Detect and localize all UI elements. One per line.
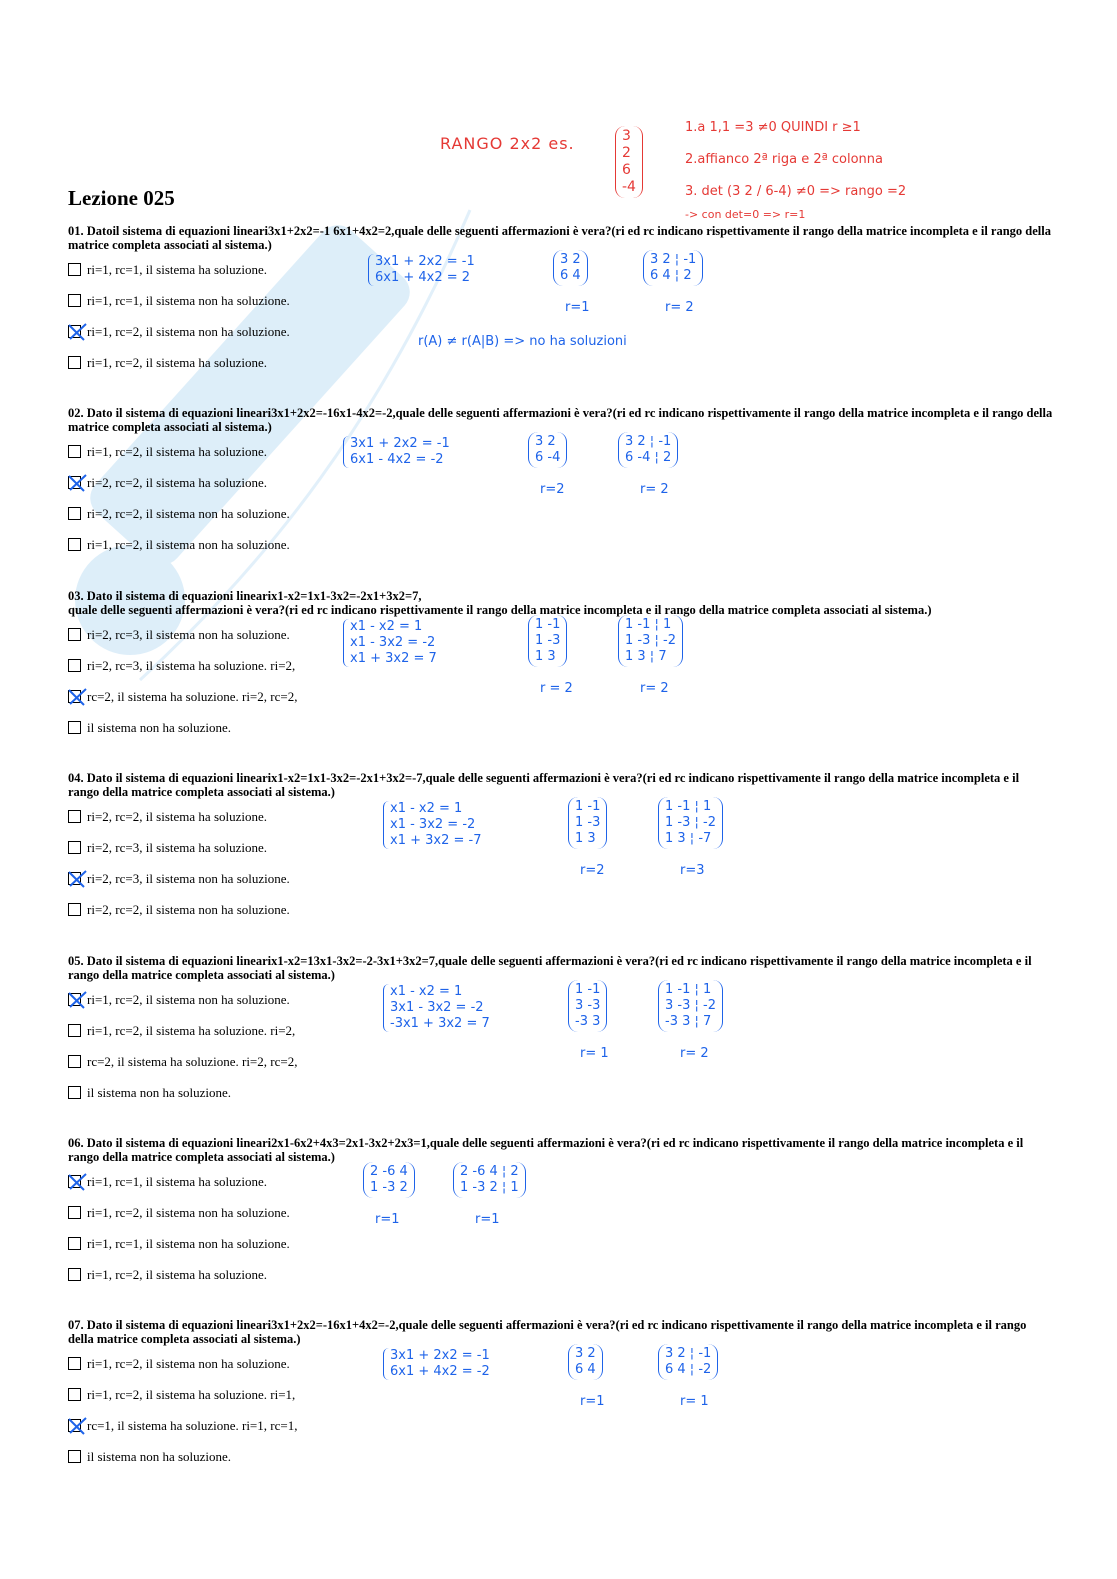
answer-option[interactable] — [68, 1449, 1053, 1480]
answer-checkbox[interactable] — [68, 1450, 81, 1463]
check-mark-icon — [67, 869, 89, 889]
handwritten-rank-incomplete: r=1 — [375, 1212, 400, 1227]
answer-label: ri=1, rc=2, il sistema ha soluzione. — [87, 444, 268, 459]
handwritten-rank-complete: r= 2 — [640, 482, 669, 497]
handwritten-matrix-row: 1 -3 ¦ -2 — [665, 815, 716, 830]
question-text: 06. Dato il sistema di equazioni lineari2x1-6x2+4x3=2x1-3x2+2x3=1,quale delle seguenti affermazioni è vera?(ri ed rc indicano rispettivamente il rango della matrice incompleta e il rango della matrice completa associati al sistema.) — [68, 1136, 1024, 1164]
answer-checkbox[interactable] — [68, 1206, 81, 1219]
handwritten-equation: 3x1 + 2x2 = -1 — [390, 1348, 490, 1363]
answer-label: ri=1, rc=1, il sistema non ha soluzione. — [87, 1236, 290, 1251]
answer-option[interactable] — [68, 1356, 1053, 1387]
answer-options — [68, 992, 1053, 1116]
note-step-3: 3. det (3 2 / 6-4) ≠0 => rango =2 — [685, 184, 907, 199]
handwritten-matrix-row: 1 -3 — [535, 633, 561, 648]
handwritten-matrix-row: 1 -1 ¦ 1 — [665, 982, 712, 997]
handwritten-rank-complete: r=3 — [680, 863, 705, 878]
question-1 — [68, 224, 1053, 386]
handwritten-conclusion: r(A) ≠ r(A|B) => no ha soluzioni — [418, 334, 627, 349]
note-step-1: 1.a 1,1 =3 ≠0 QUINDI r ≥1 — [685, 120, 861, 135]
handwritten-rank-incomplete: r=1 — [565, 300, 590, 315]
answer-option[interactable] — [68, 293, 1053, 324]
answer-label: ri=1, rc=2, il sistema ha soluzione. — [87, 1267, 268, 1282]
answer-option[interactable] — [68, 840, 1053, 871]
handwritten-equation: x1 + 3x2 = 7 — [350, 651, 437, 666]
handwritten-matrix-complete — [618, 615, 683, 667]
answer-label: ri=1, rc=2, il sistema non ha soluzione. — [87, 1356, 290, 1371]
answer-label: ri=1, rc=1, il sistema ha soluzione. — [87, 262, 268, 277]
answer-option[interactable] — [68, 992, 1053, 1023]
answer-checkbox[interactable] — [68, 325, 81, 338]
handwritten-matrix-row: 6 4 — [575, 1362, 596, 1377]
question-4 — [68, 771, 1053, 933]
answer-option[interactable] — [68, 1085, 1053, 1116]
answer-checkbox[interactable] — [68, 841, 81, 854]
answer-checkbox[interactable] — [68, 263, 81, 276]
answer-checkbox[interactable] — [68, 1388, 81, 1401]
handwritten-matrix-row: 1 -1 — [575, 982, 601, 997]
note-matrix-row: 3 2 — [622, 128, 631, 161]
handwritten-matrix-row: 3 2 — [535, 434, 556, 449]
handwritten-matrix-row: 6 -4 ¦ 2 — [625, 450, 672, 465]
answer-option[interactable] — [68, 1267, 1053, 1298]
handwritten-matrix-row: 1 -1 — [535, 617, 561, 632]
answer-label: ri=1, rc=1, il sistema ha soluzione. — [87, 1174, 268, 1189]
answer-checkbox[interactable] — [68, 1086, 81, 1099]
answer-options — [68, 809, 1053, 933]
handwritten-system — [383, 1348, 490, 1380]
answer-options — [68, 1356, 1053, 1480]
handwritten-rank-complete: r=1 — [475, 1212, 500, 1227]
handwritten-matrix-incomplete — [528, 432, 567, 468]
check-mark-icon — [67, 473, 89, 493]
handwritten-equation: x1 - x2 = 1 — [390, 801, 463, 816]
answer-label: ri=1, rc=2, il sistema ha soluzione. ri=2, — [87, 1023, 296, 1038]
handwritten-matrix-complete — [453, 1162, 526, 1198]
handwritten-matrix-row: 3 -3 — [575, 998, 601, 1013]
answer-label: ri=1, rc=2, il sistema non ha soluzione. — [87, 324, 290, 339]
answer-option[interactable] — [68, 355, 1053, 386]
answer-checkbox[interactable] — [68, 445, 81, 458]
handwritten-matrix-row: 3 2 ¦ -1 — [665, 1346, 712, 1361]
handwritten-matrix-complete — [658, 1344, 718, 1380]
handwritten-matrix-row: 1 -3 — [575, 815, 601, 830]
handwritten-matrix-incomplete — [553, 250, 588, 286]
answer-checkbox[interactable] — [68, 810, 81, 823]
handwritten-matrix-row: 1 -1 — [575, 799, 601, 814]
question-7 — [68, 1318, 1053, 1480]
question-3 — [68, 589, 1053, 751]
handwritten-matrix-row: 1 -3 2 ¦ 1 — [460, 1180, 519, 1195]
handwritten-matrix-complete — [643, 250, 703, 286]
answer-label: rc=1, il sistema ha soluzione. ri=1, rc=1, — [87, 1418, 298, 1433]
handwritten-rank-incomplete: r=2 — [580, 863, 605, 878]
answer-option[interactable] — [68, 1236, 1053, 1267]
handwritten-equation: x1 - 3x2 = -2 — [390, 817, 476, 832]
answer-label: ri=1, rc=1, il sistema non ha soluzione. — [87, 293, 290, 308]
check-mark-icon — [67, 990, 89, 1010]
handwritten-matrix-row: 1 3 ¦ 7 — [625, 649, 667, 664]
handwritten-system — [368, 254, 475, 286]
answer-checkbox[interactable] — [68, 1357, 81, 1370]
handwritten-matrix-row: 3 2 — [560, 252, 581, 267]
note-step-2: 2.affianco 2ª riga e 2ª colonna — [685, 152, 883, 167]
handwritten-equation: x1 - x2 = 1 — [350, 619, 423, 634]
question-text: 03. Dato il sistema di equazioni linearix1-x2=1x1-3x2=-2x1+3x2=7, quale delle seguenti affermazioni è vera?(ri ed rc indicano rispettivamente il rango della matrice incompleta e il rango della matrice completa associati al sistema.) — [68, 589, 932, 617]
answer-checkbox[interactable] — [68, 993, 81, 1006]
handwritten-matrix-row: 2 -6 4 — [370, 1164, 408, 1179]
answer-options — [68, 1174, 1053, 1298]
check-mark-icon — [67, 687, 89, 707]
handwritten-matrix-complete — [658, 797, 723, 849]
handwritten-equation: 3x1 - 3x2 = -2 — [390, 1000, 484, 1015]
handwritten-matrix-row: 2 -6 4 ¦ 2 — [460, 1164, 519, 1179]
answer-checkbox[interactable] — [68, 872, 81, 885]
handwritten-matrix-incomplete — [568, 980, 607, 1032]
handwritten-matrix-incomplete — [568, 797, 607, 849]
answer-label: ri=2, rc=2, il sistema non ha soluzione. — [87, 902, 290, 917]
answer-checkbox[interactable] — [68, 721, 81, 734]
answer-label: rc=2, il sistema ha soluzione. ri=2, rc=2, — [87, 1054, 298, 1069]
handwritten-matrix-incomplete — [363, 1162, 415, 1198]
answer-option[interactable] — [68, 506, 1053, 537]
handwritten-matrix-row: 3 2 ¦ -1 — [650, 252, 697, 267]
handwritten-equation: -3x1 + 3x2 = 7 — [390, 1016, 490, 1031]
handwritten-matrix-complete — [658, 980, 723, 1032]
handwritten-rank-complete: r= 2 — [640, 681, 669, 696]
answer-option[interactable] — [68, 809, 1053, 840]
question-2 — [68, 406, 1053, 568]
question-text: 05. Dato il sistema di equazioni linearix1-x2=13x1-3x2=-2-3x1+3x2=7,quale delle seguenti affermazioni è vera?(ri ed rc indicano rispettivamente il rango della matrice incompleta e il rango della matrice completa associati al sistema.) — [68, 954, 1032, 982]
handwritten-matrix-row: 6 4 — [560, 268, 581, 283]
answer-label: rc=2, il sistema ha soluzione. ri=2, rc=2, — [87, 689, 298, 704]
answer-checkbox[interactable] — [68, 903, 81, 916]
answer-label: ri=2, rc=3, il sistema ha soluzione. — [87, 840, 268, 855]
lesson-title: Lezione 025 — [68, 186, 175, 210]
handwritten-rank-incomplete: r=2 — [540, 482, 565, 497]
answer-label: il sistema non ha soluzione. — [87, 720, 232, 735]
note-example-matrix — [615, 126, 643, 198]
handwritten-matrix-row: -3 3 ¦ 7 — [665, 1014, 712, 1029]
answer-checkbox[interactable] — [68, 356, 81, 369]
handwritten-equation: 3x1 + 2x2 = -1 — [350, 436, 450, 451]
answer-checkbox[interactable] — [68, 538, 81, 551]
check-mark-icon — [67, 322, 89, 342]
answer-checkbox[interactable] — [68, 1268, 81, 1281]
handwritten-system — [383, 984, 490, 1032]
handwritten-rank-incomplete: r = 2 — [540, 681, 573, 696]
handwritten-matrix-row: 1 3 — [575, 831, 596, 846]
answer-option[interactable] — [68, 1023, 1053, 1054]
handwritten-matrix-row: 1 3 ¦ -7 — [665, 831, 712, 846]
handwritten-rank-complete: r= 2 — [665, 300, 694, 315]
answer-label: ri=2, rc=2, il sistema non ha soluzione. — [87, 506, 290, 521]
handwritten-matrix-row: -3 3 — [575, 1014, 601, 1029]
answer-option[interactable] — [68, 1387, 1053, 1418]
question-6 — [68, 1136, 1053, 1298]
handwritten-matrix-row: 1 -1 ¦ 1 — [625, 617, 672, 632]
handwritten-matrix-row: 1 3 — [535, 649, 556, 664]
answer-checkbox[interactable] — [68, 1024, 81, 1037]
answer-checkbox[interactable] — [68, 1055, 81, 1068]
handwritten-equation: x1 - x2 = 1 — [390, 984, 463, 999]
handwritten-rank-complete: r= 2 — [680, 1046, 709, 1061]
handwritten-matrix-row: 1 -3 2 — [370, 1180, 408, 1195]
answer-option[interactable] — [68, 1174, 1053, 1205]
note-rango-label: RANGO 2x2 es. — [440, 134, 575, 153]
answer-checkbox[interactable] — [68, 1237, 81, 1250]
handwritten-equation: 6x1 + 4x2 = -2 — [390, 1364, 490, 1379]
answer-label: ri=2, rc=2, il sistema ha soluzione. — [87, 475, 268, 490]
handwritten-matrix-row: 6 4 ¦ 2 — [650, 268, 692, 283]
answer-checkbox[interactable] — [68, 294, 81, 307]
check-mark-icon — [67, 1416, 89, 1436]
handwritten-matrix-row: 3 2 — [575, 1346, 596, 1361]
question-text: 01. Datoil sistema di equazioni lineari3x1+2x2=-1 6x1+4x2=2,quale delle seguenti affermazioni è vera?(ri ed rc indicano rispettivamente il rango della matrice incompleta e il rango della matrice completa associati al sistema.) — [68, 224, 1052, 252]
answer-label: ri=1, rc=2, il sistema non ha soluzione. — [87, 537, 290, 552]
handwritten-matrix-incomplete — [528, 615, 567, 667]
handwritten-equation: x1 + 3x2 = -7 — [390, 833, 482, 848]
answer-option[interactable] — [68, 1205, 1053, 1236]
answer-option[interactable] — [68, 1418, 1053, 1449]
handwritten-matrix-incomplete — [568, 1344, 603, 1380]
answer-label: il sistema non ha soluzione. — [87, 1449, 232, 1464]
answer-checkbox[interactable] — [68, 659, 81, 672]
handwritten-rank-incomplete: r= 1 — [580, 1046, 609, 1061]
answer-checkbox[interactable] — [68, 1419, 81, 1432]
answer-option[interactable] — [68, 871, 1053, 902]
answer-option[interactable] — [68, 537, 1053, 568]
handwritten-system — [343, 436, 450, 468]
question-text: 04. Dato il sistema di equazioni linearix1-x2=1x1-3x2=-2x1+3x2=-7,quale delle seguenti affermazioni è vera?(ri ed rc indicano rispettivamente il rango della matrice incompleta e il rango della matrice completa associati al sistema.) — [68, 771, 1020, 799]
answer-label: ri=1, rc=2, il sistema non ha soluzione. — [87, 1205, 290, 1220]
handwritten-matrix-complete — [618, 432, 678, 468]
answer-label: ri=2, rc=2, il sistema ha soluzione. — [87, 809, 268, 824]
handwritten-matrix-row: 3 2 ¦ -1 — [625, 434, 672, 449]
handwritten-matrix-row: 6 -4 — [535, 450, 561, 465]
answer-checkbox[interactable] — [68, 690, 81, 703]
answer-label: il sistema non ha soluzione. — [87, 1085, 232, 1100]
handwritten-equation: 6x1 - 4x2 = -2 — [350, 452, 444, 467]
handwritten-system — [343, 619, 437, 667]
answer-option[interactable] — [68, 720, 1053, 751]
handwritten-matrix-row: 1 -1 ¦ 1 — [665, 799, 712, 814]
handwritten-equation: x1 - 3x2 = -2 — [350, 635, 436, 650]
answer-checkbox[interactable] — [68, 628, 81, 641]
answer-checkbox[interactable] — [68, 507, 81, 520]
note-matrix-row: 6 -4 — [622, 162, 636, 195]
answer-label: ri=1, rc=2, il sistema ha soluzione. — [87, 355, 268, 370]
handwritten-rank-incomplete: r=1 — [580, 1394, 605, 1409]
handwritten-matrix-row: 3 -3 ¦ -2 — [665, 998, 716, 1013]
check-mark-icon — [67, 1172, 89, 1192]
answer-checkbox[interactable] — [68, 1175, 81, 1188]
note-step-4: -> con det=0 => r=1 — [685, 208, 806, 221]
answer-label: ri=2, rc=3, il sistema non ha soluzione. — [87, 627, 290, 642]
handwritten-equation: 6x1 + 4x2 = 2 — [375, 270, 471, 285]
answer-label: ri=1, rc=2, il sistema non ha soluzione. — [87, 992, 290, 1007]
answer-label: ri=2, rc=3, il sistema ha soluzione. ri=2, — [87, 658, 296, 673]
handwritten-equation: 3x1 + 2x2 = -1 — [375, 254, 475, 269]
question-text: 02. Dato il sistema di equazioni lineari3x1+2x2=-16x1-4x2=-2,quale delle seguenti affermazioni è vera?(ri ed rc indicano rispettivamente il rango della matrice incompleta e il rango della matrice completa associati al sistema.) — [68, 406, 1053, 434]
answer-option[interactable] — [68, 902, 1053, 933]
question-text: 07. Dato il sistema di equazioni lineari3x1+2x2=-16x1+4x2=-2,quale delle seguenti affermazioni è vera?(ri ed rc indicano rispettivamente il rango della matrice incompleta e il rango della matrice completa associati al sistema.) — [68, 1318, 1027, 1346]
question-5 — [68, 954, 1053, 1116]
handwritten-system — [383, 801, 481, 849]
answer-option[interactable] — [68, 1054, 1053, 1085]
answer-checkbox[interactable] — [68, 476, 81, 489]
answer-label: ri=1, rc=2, il sistema ha soluzione. ri=1, — [87, 1387, 296, 1402]
handwritten-matrix-row: 6 4 ¦ -2 — [665, 1362, 712, 1377]
handwritten-rank-complete: r= 1 — [680, 1394, 709, 1409]
handwritten-matrix-row: 1 -3 ¦ -2 — [625, 633, 676, 648]
answer-label: ri=2, rc=3, il sistema non ha soluzione. — [87, 871, 290, 886]
